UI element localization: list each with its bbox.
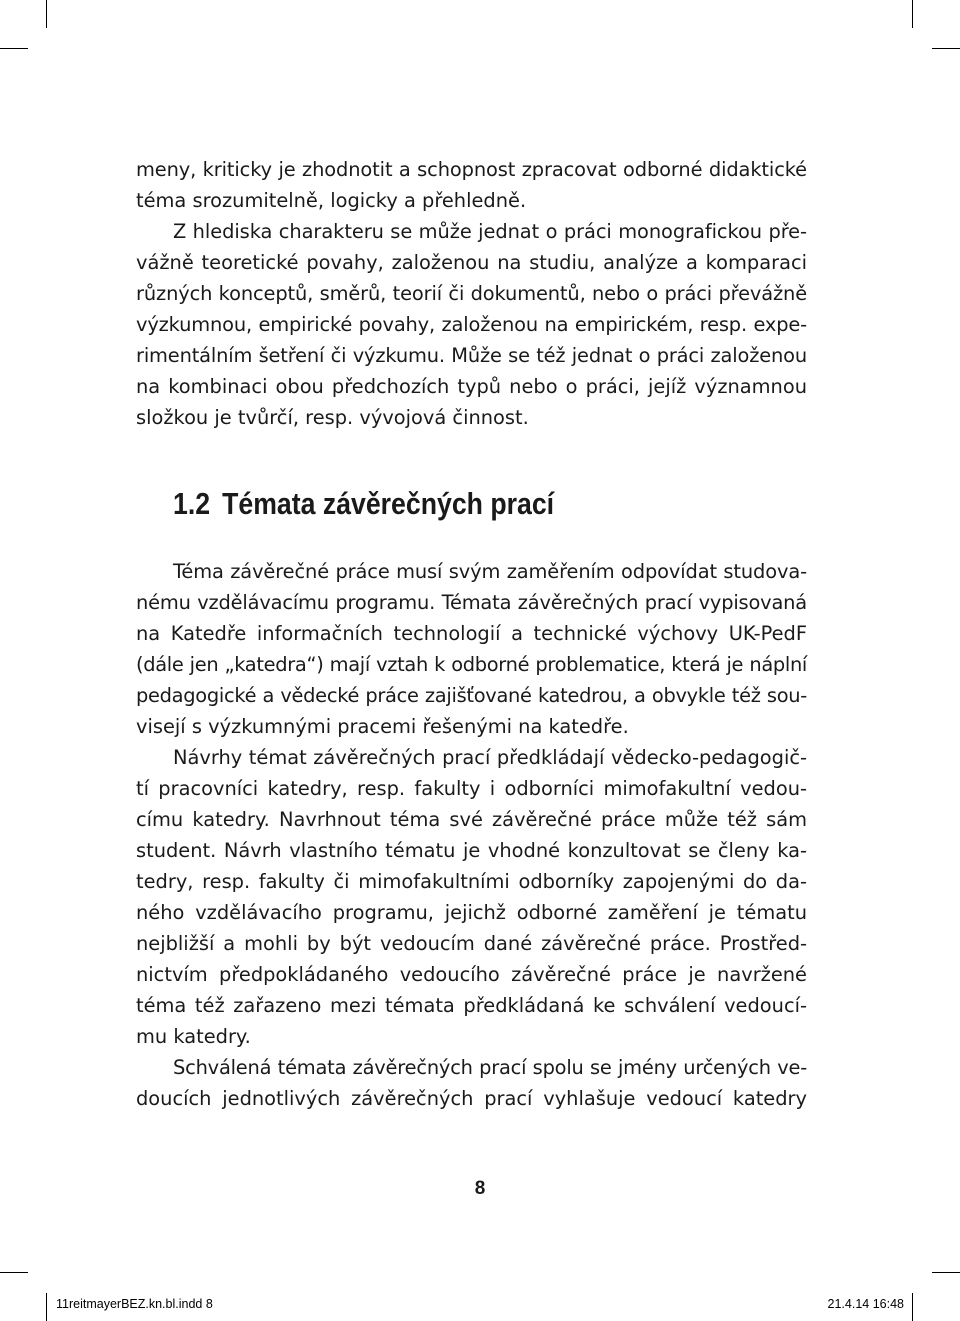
text-line: nejbližší a mohli by být vedoucím dané závěrečné práce. Prostřed- <box>136 932 807 955</box>
crop-mark-top-right <box>912 0 913 28</box>
text-line: nictvím předpokládaného vedoucího závěrečné práce je navržené <box>136 963 807 986</box>
crop-mark-left-bottom <box>0 1272 28 1273</box>
crop-mark-left-top <box>0 48 28 49</box>
crop-mark-right-top <box>932 48 960 49</box>
text-line: meny, kriticky je zhodnotit a schopnost zpracovat odborné didaktické <box>136 158 807 181</box>
text-line: ného vzdělávacího programu, jejichž odborné zaměření je tématu <box>136 901 807 924</box>
text-line: visejí s výzkumnými pracemi řešenými na katedře. <box>136 715 629 738</box>
section-body <box>136 556 807 1114</box>
text-line: doucích jednotlivých závěrečných prací vyhlašuje vedoucí katedry <box>136 1087 807 1110</box>
top-paragraph <box>136 154 807 433</box>
text-line: student. Návrh vlastního tématu je vhodné konzultovat se členy ka- <box>136 839 807 862</box>
text-line: nému vzdělávacímu programu. Témata závěrečných prací vypisovaná <box>136 591 807 614</box>
text-line: téma též zařazeno mezi témata předkládaná ke schválení vedoucí- <box>136 994 807 1017</box>
text-line: Z hlediska charakteru se může jednat o práci monografickou pře- <box>173 220 807 243</box>
print-slug-filename: 11reitmayerBEZ.kn.bl.indd 8 <box>56 1297 213 1311</box>
page-number: 8 <box>474 1178 486 1199</box>
text-line: Schválená témata závěrečných prací spolu se jmény určených ve- <box>173 1056 807 1079</box>
text-line: Návrhy témat závěrečných prací předkládají vědecko-pedagogič- <box>173 746 807 769</box>
crop-mark-top-left <box>46 0 47 28</box>
text-line: téma srozumitelně, logicky a přehledně. <box>136 189 527 212</box>
text-line: (dále jen „katedra“) mají vztah k odborné problematice, která je náplní <box>136 653 807 676</box>
crop-mark-right-bottom <box>932 1272 960 1273</box>
text-line: na Katedře informačních technologií a technické výchovy UK-PedF <box>136 622 807 645</box>
text-line: Téma závěrečné práce musí svým zaměřením odpovídat studova- <box>173 560 807 583</box>
text-line: výzkumnou, empirické povahy, založenou na empirickém, resp. expe- <box>136 313 807 336</box>
text-line: tí pracovníci katedry, resp. fakulty i odborníci mimofakultní vedou- <box>136 777 807 800</box>
text-line: složkou je tvůrčí, resp. vývojová činnost. <box>136 406 529 429</box>
text-line: různých konceptů, směrů, teorií či dokumentů, nebo o práci převážně <box>136 282 807 305</box>
text-line: vážně teoretické povahy, založenou na studiu, analýze a komparaci <box>136 251 807 274</box>
crop-mark-bottom-right <box>912 1293 913 1321</box>
text-line: pedagogické a vědecké práce zajišťované katedrou, a obvykle též sou- <box>136 684 807 707</box>
print-slug-datetime: 21.4.14 16:48 <box>827 1297 904 1311</box>
section-heading <box>173 486 554 522</box>
text-line: rimentálním šetření či výzkumu. Může se též jednat o práci založenou <box>136 344 807 367</box>
crop-mark-bottom-left <box>46 1293 47 1321</box>
text-line: mu katedry. <box>136 1025 251 1048</box>
text-line: tedry, resp. fakulty či mimofakultními odborníky zapojenými do da- <box>136 870 807 893</box>
section-title: Témata závěrečných prací <box>222 486 555 521</box>
text-line: címu katedry. Navrhnout téma své závěrečné práce může též sám <box>136 808 807 831</box>
text-line: na kombinaci obou předchozích typů nebo o práci, jejíž významnou <box>136 375 807 398</box>
section-number: 1.2 <box>173 486 211 521</box>
